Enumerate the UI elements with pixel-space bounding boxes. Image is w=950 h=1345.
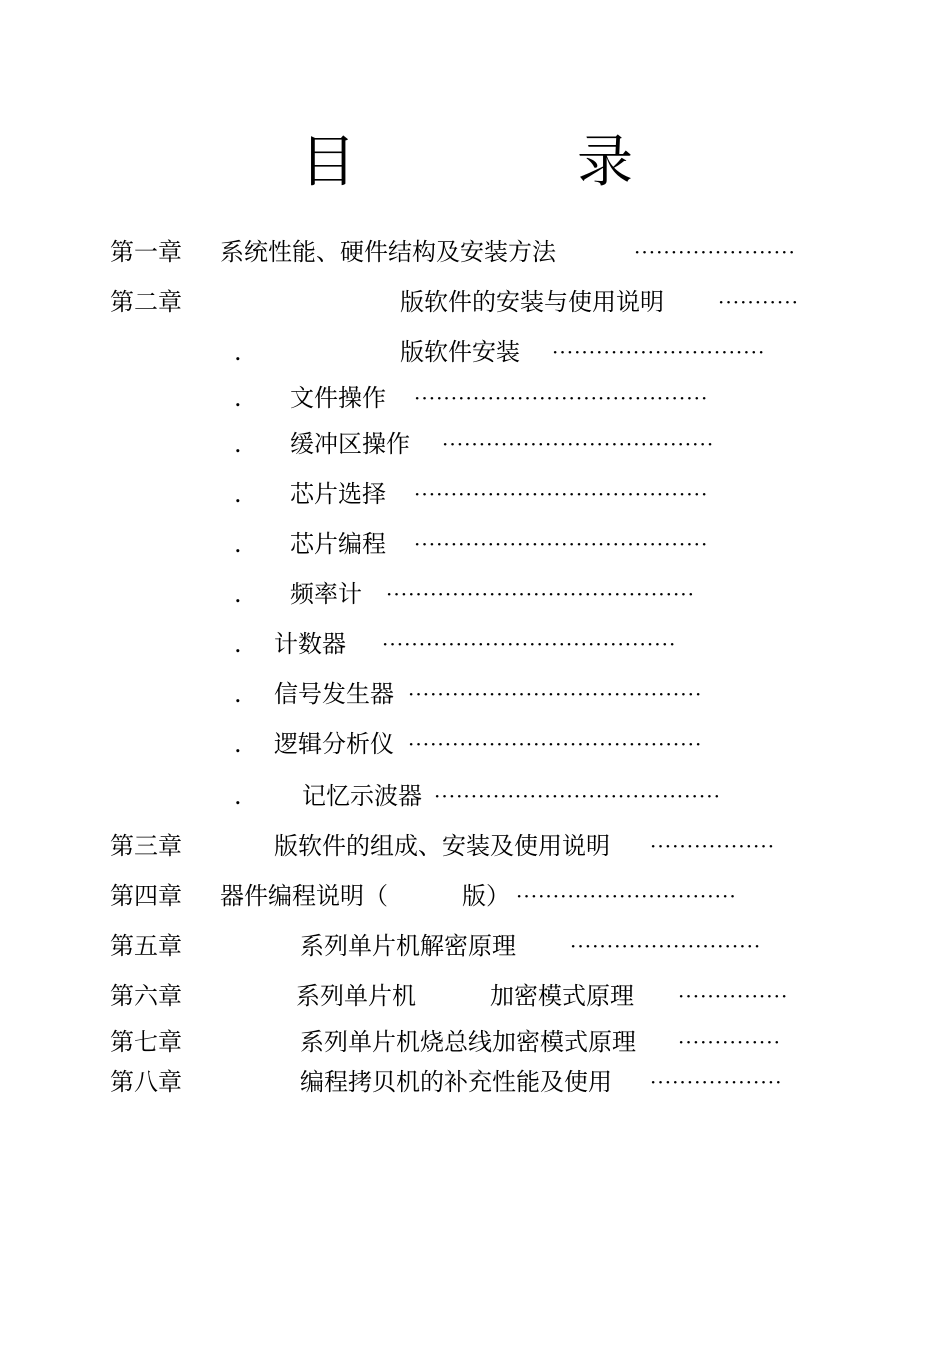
toc-section-bullet: . (234, 730, 242, 758)
toc-entry (0, 334, 950, 370)
toc-entry-title: 缓冲区操作 (290, 430, 410, 458)
toc-entry (0, 626, 950, 662)
toc-entry (0, 778, 950, 814)
toc-leader: ······························ (516, 884, 737, 908)
toc-section-bullet: . (234, 580, 242, 608)
toc-leader: ·············· (678, 1030, 782, 1054)
toc-entry (0, 526, 950, 562)
toc-leader: ······················ (634, 240, 796, 264)
toc-chapter-label: 第三章 (110, 832, 182, 860)
toc-entry-title: 芯片选择 (290, 480, 386, 508)
toc-entry-title: 记忆示波器 (302, 782, 422, 810)
toc-entry-title: 版软件的安装与使用说明 (400, 288, 664, 316)
toc-section-bullet: . (234, 384, 242, 412)
toc-leader: ··········· (718, 290, 799, 314)
toc-section-bullet: . (234, 430, 242, 458)
title-char-1: 目 (300, 130, 356, 195)
toc-leader: ··············· (678, 984, 789, 1008)
toc-entry (0, 828, 950, 864)
toc-section-bullet: . (234, 530, 242, 558)
toc-leader: ·················· (650, 1070, 783, 1094)
toc-leader: ······································· (434, 784, 721, 808)
toc-entry (0, 1064, 950, 1100)
toc-leader: ········································ (414, 532, 709, 556)
toc-leader: ·········································· (386, 582, 696, 606)
toc-chapter-label: 第二章 (110, 288, 182, 316)
toc-entry-title: 系列单片机解密原理 (300, 932, 516, 960)
toc-leader: ·························· (570, 934, 762, 958)
toc-chapter-label: 第四章 (110, 882, 182, 910)
toc-entry-title: 系列单片机 (296, 982, 416, 1010)
toc-entry-title: 器件编程说明（ (220, 882, 388, 910)
toc-entry-title: 编程拷贝机的补充性能及使用 (300, 1068, 612, 1096)
toc-entry (0, 1024, 950, 1060)
toc-entry-title: 逻辑分析仪 (274, 730, 394, 758)
toc-entry-title: 频率计 (290, 580, 362, 608)
toc-section-bullet: . (234, 480, 242, 508)
toc-chapter-label: 第八章 (110, 1068, 182, 1096)
toc-section-bullet: . (234, 630, 242, 658)
toc-entry (0, 978, 950, 1014)
toc-entry-title: 系列单片机烧总线加密模式原理 (300, 1028, 636, 1056)
toc-leader: ····························· (552, 340, 766, 364)
toc-entry (0, 476, 950, 512)
toc-entry (0, 878, 950, 914)
toc-leader: ········································ (414, 482, 709, 506)
toc-entry (0, 234, 950, 270)
toc-entry-title: 信号发生器 (274, 680, 394, 708)
toc-entry (0, 426, 950, 462)
toc-leader: ····································· (442, 432, 715, 456)
toc-entry-title: 计数器 (274, 630, 346, 658)
title-char-2: 录 (577, 130, 633, 195)
toc-leader: ········································ (408, 732, 703, 756)
toc-entry-title: 文件操作 (290, 384, 386, 412)
toc-entry-title: 版软件的组成、安装及使用说明 (274, 832, 610, 860)
toc-chapter-label: 第七章 (110, 1028, 182, 1056)
toc-leader: ········································ (382, 632, 677, 656)
toc-section-bullet: . (234, 782, 242, 810)
toc-entry-title: 芯片编程 (290, 530, 386, 558)
toc-section-bullet: . (234, 680, 242, 708)
toc-leader: ········································ (414, 386, 709, 410)
toc-chapter-label: 第一章 (110, 238, 182, 266)
toc-leader: ········································ (408, 682, 703, 706)
toc-entry (0, 284, 950, 320)
toc-entry-title-suffix: 版） (462, 882, 510, 910)
toc-entry (0, 380, 950, 416)
toc-chapter-label: 第六章 (110, 982, 182, 1010)
toc-entry-title-suffix: 加密模式原理 (490, 982, 634, 1010)
toc-entry (0, 928, 950, 964)
toc-entry (0, 676, 950, 712)
toc-leader: ················· (650, 834, 776, 858)
toc-chapter-label: 第五章 (110, 932, 182, 960)
toc-section-bullet: . (234, 338, 242, 366)
toc-entry (0, 576, 950, 612)
toc-entry (0, 726, 950, 762)
toc-entry-title: 版软件安装 (400, 338, 520, 366)
toc-entry-title: 系统性能、硬件结构及安装方法 (220, 238, 556, 266)
